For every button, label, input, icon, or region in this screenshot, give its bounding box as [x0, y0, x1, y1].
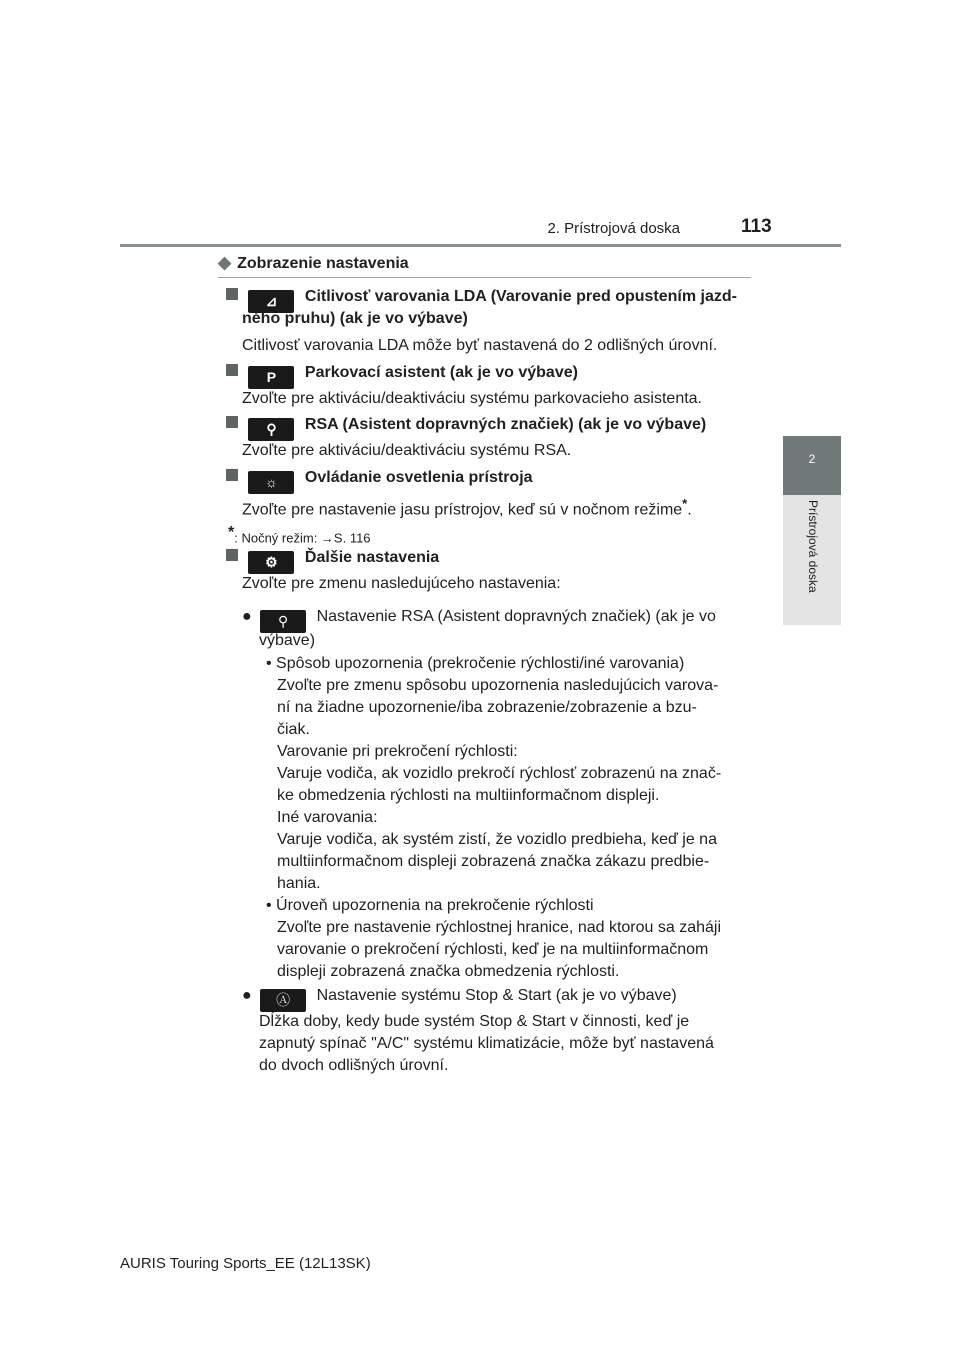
other-desc: Zvoľte pre zmenu nasledujúceho nastavenia:	[242, 575, 561, 592]
arrow-right-icon: →	[320, 530, 334, 546]
light-item: ☼ Ovládanie osvetlenia prístroja	[226, 467, 533, 494]
road-sign-assist-icon: ⚲	[260, 610, 306, 633]
ss-line: do dvoch odlišných úrovní.	[259, 1057, 449, 1074]
parking-assist-icon: P	[248, 366, 294, 389]
lda-item: ⊿ Citlivosť varovania LDA (Varovanie pred opustením jazd-	[226, 286, 737, 313]
gear-icon: ⚙	[248, 551, 294, 574]
illumination-icon: ☼	[248, 471, 294, 494]
circle-bullet-icon: ●	[242, 987, 252, 1004]
sub2-title: • Úroveň upozornenia na prekročenie rýchlosti	[266, 897, 594, 914]
header-section: 2. Prístrojová doska	[547, 220, 680, 237]
sub2-line: displeji zobrazená značka obmedzenia rýchlosti.	[277, 963, 620, 980]
other-item: ⚙ Ďalšie nastavenia	[226, 547, 439, 574]
square-bullet-icon	[226, 549, 238, 561]
sub1-line: Varuje vodiča, ak systém zistí, že vozidlo predbieha, keď je na	[277, 831, 717, 848]
footnote: *: Nočný režim: →S. 116	[228, 524, 371, 546]
sub2-line: varovanie o prekročení rýchlosti, keď je na multiinformačnom	[277, 941, 709, 958]
rsa-settings-cont: výbave)	[259, 632, 316, 649]
section-title: ◆ Zobrazenie nastavenia	[218, 253, 409, 272]
chapter-tab-label: Prístrojová doska	[806, 500, 820, 593]
rsa-desc: Zvoľte pre aktiváciu/deaktiváciu systému RSA.	[242, 442, 572, 459]
sub1-line: Varuje vodiča, ak vozidlo prekročí rýchlosť zobrazenú na znač-	[277, 765, 722, 782]
section-divider	[218, 277, 751, 278]
header-divider	[120, 244, 841, 247]
chapter-tab-number: 2	[783, 436, 841, 495]
square-bullet-icon	[226, 416, 238, 428]
square-bullet-icon	[226, 364, 238, 376]
square-bullet-icon	[226, 469, 238, 481]
ss-line: Dĺžka doby, kedy bude systém Stop & Start v činnosti, keď je	[259, 1013, 690, 1030]
sub1-line: ní na žiadne upozornenie/iba zobrazenie/zobrazenie a bzu-	[277, 699, 697, 716]
sub1-line: čiak.	[277, 721, 310, 738]
park-item: P Parkovací asistent (ak je vo výbave)	[226, 362, 578, 389]
rsa-settings-item: ● ⚲ Nastavenie RSA (Asistent dopravných značiek) (ak je vo	[242, 606, 744, 633]
stop-start-item: ● Ⓐ Nastavenie systému Stop & Start (ak je vo výbave)	[242, 985, 677, 1012]
sub2-line: Zvoľte pre nastavenie rýchlostnej hranice, nad ktorou sa zaháji	[277, 919, 722, 936]
lda-desc: Citlivosť varovania LDA môže byť nastavená do 2 odlišných úrovní.	[242, 337, 718, 354]
lda-sensitivity-icon: ⊿	[248, 290, 294, 313]
circle-bullet-icon: ●	[242, 608, 252, 625]
sub1-title: • Spôsob upozornenia (prekročenie rýchlosti/iné varovania)	[266, 655, 685, 672]
sub1-line: Iné varovania:	[277, 809, 378, 826]
square-bullet-icon	[226, 288, 238, 300]
page-number: 113	[741, 216, 772, 237]
lda-title-cont: ného pruhu) (ak je vo výbave)	[242, 310, 468, 327]
sub1-line: Varovanie pri prekročení rýchlosti:	[277, 743, 518, 760]
light-desc: Zvoľte pre nastavenie jasu prístrojov, keď sú v nočnom režime*.	[242, 496, 692, 519]
ss-line: zapnutý spínač "A/C" systému klimatizácie, môže byť nastavená	[259, 1035, 714, 1052]
sub1-line: ke obmedzenia rýchlosti na multiinformačnom displeji.	[277, 787, 660, 804]
road-sign-assist-icon: ⚲	[248, 418, 294, 441]
sub1-line: hania.	[277, 875, 321, 892]
stop-start-icon: Ⓐ	[260, 989, 306, 1012]
diamond-icon: ◆	[218, 253, 232, 272]
sub1-line: Zvoľte pre zmenu spôsobu upozornenia nasledujúcich varova-	[277, 677, 719, 694]
rsa-item: ⚲ RSA (Asistent dopravných značiek) (ak je vo výbave)	[226, 414, 706, 441]
footer: AURIS Touring Sports_EE (12L13SK)	[120, 1255, 371, 1272]
park-desc: Zvoľte pre aktiváciu/deaktiváciu systému parkovacieho asistenta.	[242, 390, 702, 407]
sub1-line: multiinformačnom displeji zobrazená značka zákazu predbie-	[277, 853, 710, 870]
